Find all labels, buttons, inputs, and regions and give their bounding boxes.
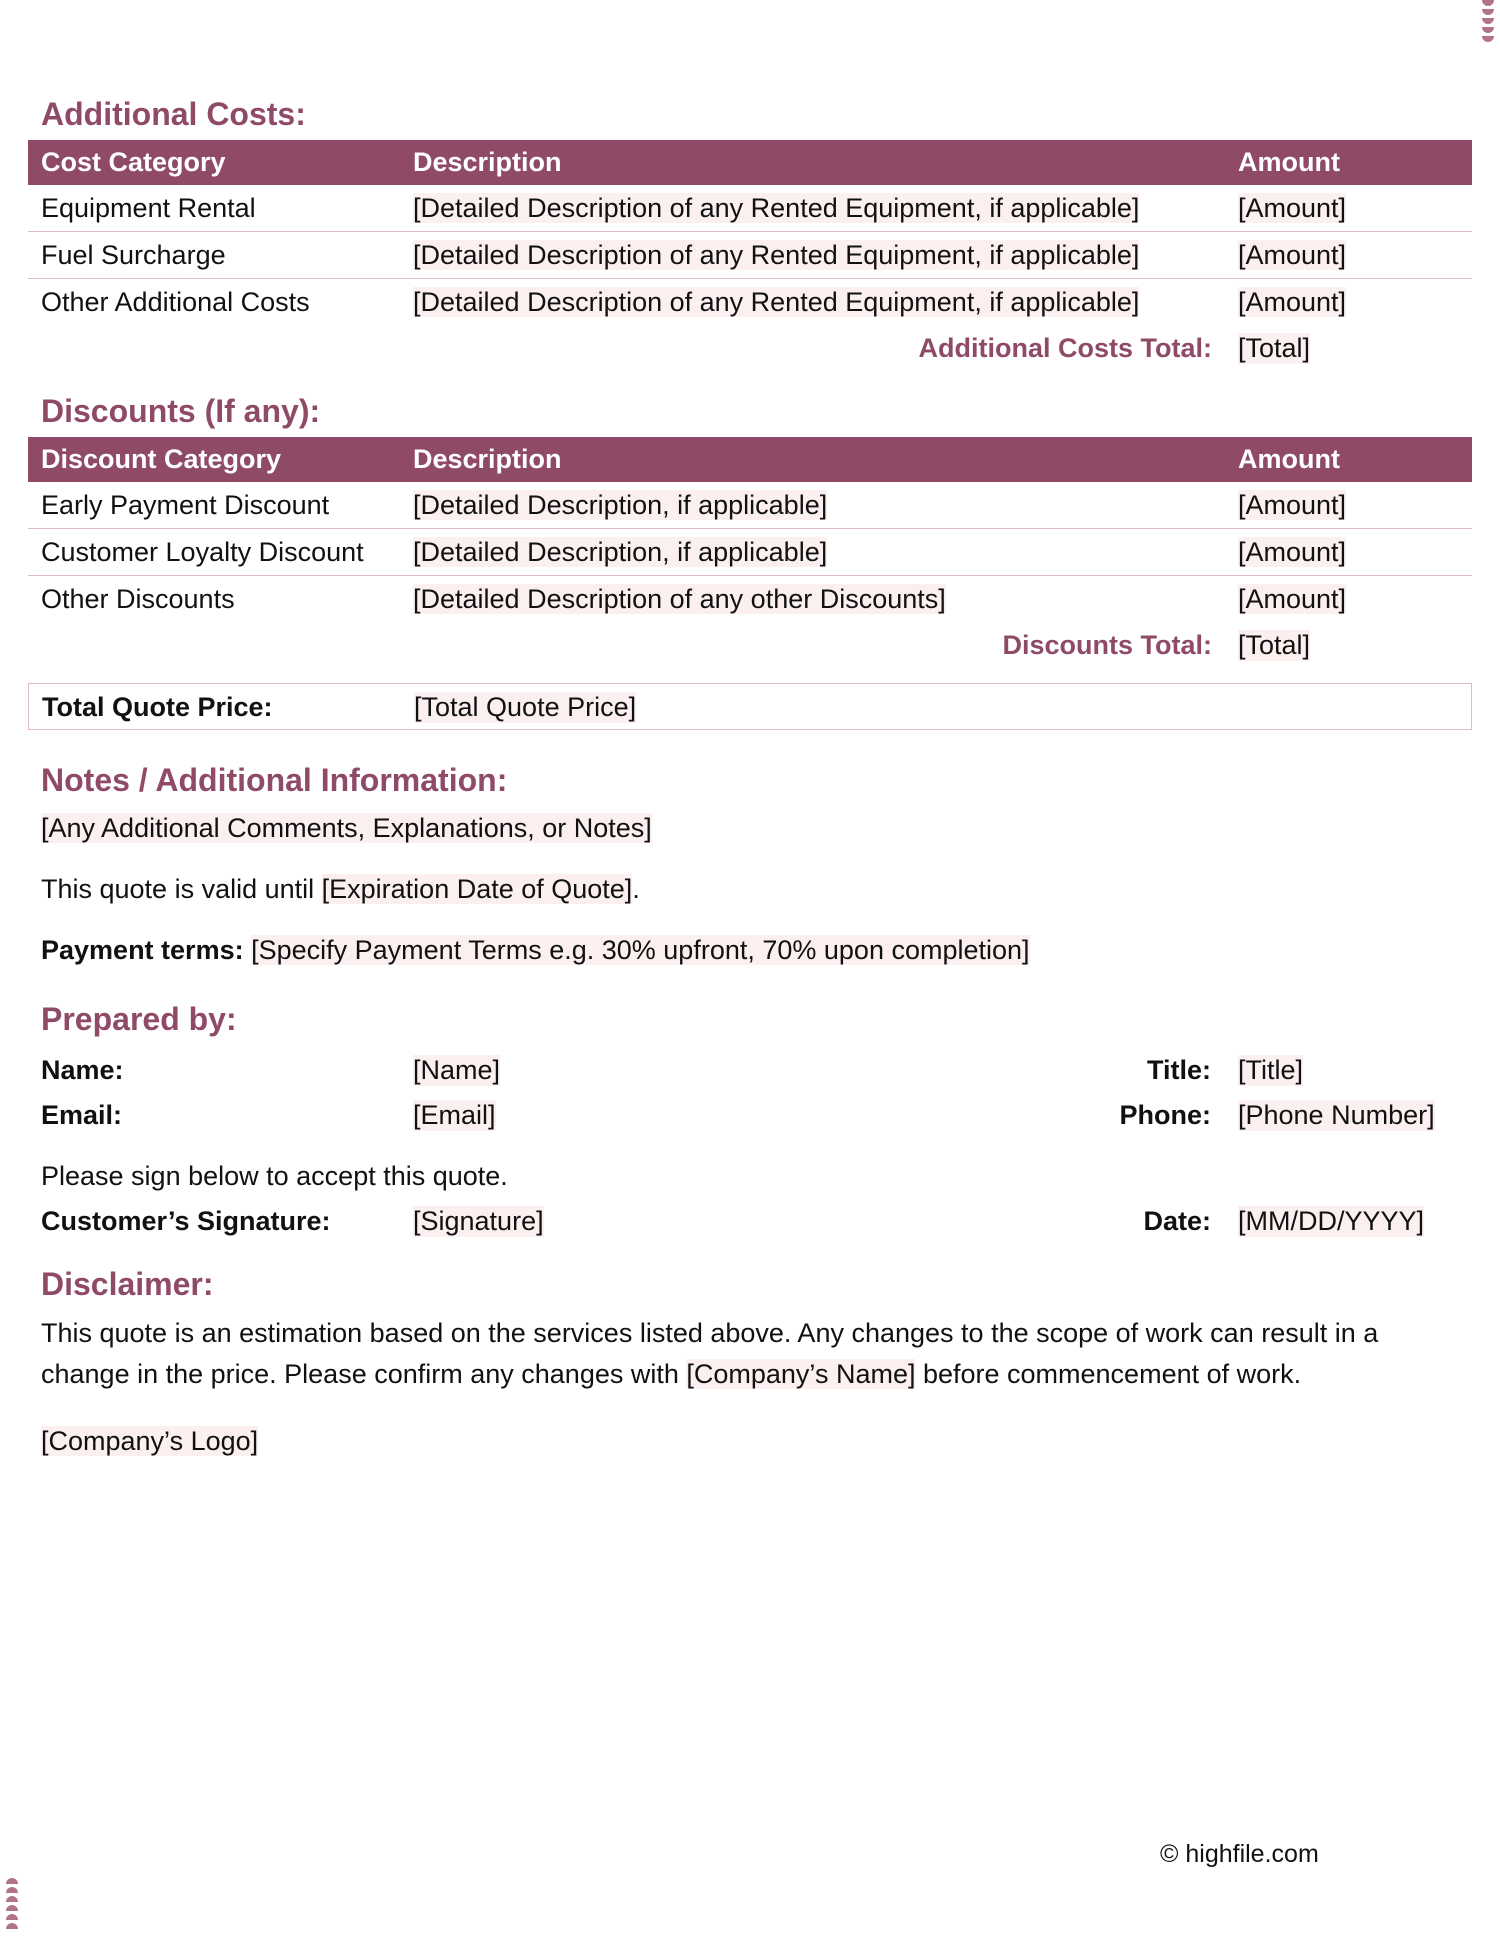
discounts-heading: Discounts (If any):	[41, 393, 321, 429]
validity-line: This quote is valid until [Expiration Date of Quote].	[41, 874, 640, 904]
prepared-by-heading: Prepared by:	[41, 1001, 237, 1037]
table-header-row	[28, 437, 1472, 482]
date-value: [MM/DD/YYYY]	[1238, 1206, 1425, 1236]
corner-decoration-bottom	[6, 1878, 18, 1929]
payment-terms-line	[41, 935, 1030, 966]
description-cell: [Detailed Description of any Rented Equipment, if applicable]	[400, 232, 1225, 279]
amount-cell: [Amount]	[1225, 482, 1472, 529]
table-header-row	[28, 140, 1472, 185]
category-cell: Equipment Rental	[28, 185, 400, 232]
table-row	[28, 232, 1472, 279]
amount-cell: [Amount]	[1225, 232, 1472, 279]
payment-terms-value: [Specify Payment Terms e.g. 30% upfront, 70% upon completion]	[251, 935, 1030, 965]
column-header: Description	[400, 437, 1225, 482]
email-value: [Email]	[413, 1100, 496, 1130]
signature-value: [Signature]	[413, 1206, 544, 1236]
disclaimer-heading: Disclaimer:	[41, 1266, 214, 1302]
category-cell: Early Payment Discount	[28, 482, 400, 529]
table-row	[28, 576, 1472, 623]
total-quote-box	[28, 683, 1472, 730]
corner-decoration-top	[1482, 0, 1494, 42]
additional-costs-total-value: [Total]	[1238, 333, 1311, 363]
total-quote-label: Total Quote Price:	[42, 692, 273, 722]
additional-costs-total-row	[28, 325, 1472, 369]
company-logo-placeholder: [Company’s Logo]	[41, 1426, 259, 1456]
discounts-total-label: Discounts Total:	[1002, 630, 1212, 660]
description-cell: [Detailed Description, if applicable]	[400, 482, 1225, 529]
title-label: Title:	[1146, 1055, 1211, 1085]
name-label: Name:	[41, 1055, 124, 1085]
table-row	[28, 279, 1472, 326]
company-name: [Company’s Name]	[686, 1359, 916, 1389]
category-cell: Other Additional Costs	[41, 286, 310, 317]
name-value: [Name]	[413, 1055, 501, 1085]
amount-cell: [Amount]	[1225, 529, 1472, 576]
title-value: [Title]	[1238, 1055, 1304, 1085]
table-row	[28, 482, 1472, 529]
additional-costs-total-label: Additional Costs Total:	[918, 333, 1212, 363]
category-cell: Other Discounts	[41, 583, 235, 614]
column-header: Description	[400, 140, 1225, 185]
phone-label: Phone:	[1119, 1100, 1211, 1130]
column-header: Amount	[1225, 140, 1472, 185]
description-cell: [Detailed Description of any other Discounts]	[413, 583, 946, 614]
notes-heading: Notes / Additional Information:	[41, 762, 508, 798]
amount-cell: [Amount]	[1238, 583, 1347, 614]
payment-terms-label: Payment terms:	[41, 935, 244, 965]
category-cell: Customer Loyalty Discount	[28, 529, 400, 576]
amount-cell: [Amount]	[1238, 286, 1347, 317]
column-header: Discount Category	[28, 437, 400, 482]
date-label: Date:	[1143, 1206, 1211, 1236]
description-cell: [Detailed Description of any Rented Equipment, if applicable]	[400, 185, 1225, 232]
column-header: Cost Category	[28, 140, 400, 185]
category-cell: Fuel Surcharge	[28, 232, 400, 279]
additional-costs-heading: Additional Costs:	[41, 96, 306, 132]
signature-label: Customer’s Signature:	[41, 1206, 331, 1236]
discounts-total-row	[28, 622, 1472, 666]
phone-value: [Phone Number]	[1238, 1100, 1435, 1130]
table-row	[28, 529, 1472, 576]
disclaimer-text: This quote is an estimation based on the services listed above. Any changes to the scope of work can result in a change in the price. Please confirm any changes with [Company’s Name] before commencement of work.	[41, 1318, 1379, 1389]
amount-cell: [Amount]	[1225, 185, 1472, 232]
description-cell: [Detailed Description, if applicable]	[400, 529, 1225, 576]
notes-comments: [Any Additional Comments, Explanations, or Notes]	[41, 813, 652, 843]
expiration-date: [Expiration Date of Quote]	[321, 874, 633, 904]
footer-copyright: © highfile.com	[1160, 1840, 1319, 1868]
table-row	[28, 185, 1472, 232]
email-label: Email:	[41, 1100, 123, 1130]
description-cell: [Detailed Description of any Rented Equipment, if applicable]	[413, 286, 1140, 317]
column-header: Amount	[1225, 437, 1472, 482]
total-quote-value: [Total Quote Price]	[414, 692, 637, 722]
additional-costs-table	[28, 140, 1472, 325]
discounts-total-value: [Total]	[1238, 630, 1311, 660]
discounts-table	[28, 437, 1472, 622]
sign-prompt: Please sign below to accept this quote.	[41, 1161, 508, 1191]
